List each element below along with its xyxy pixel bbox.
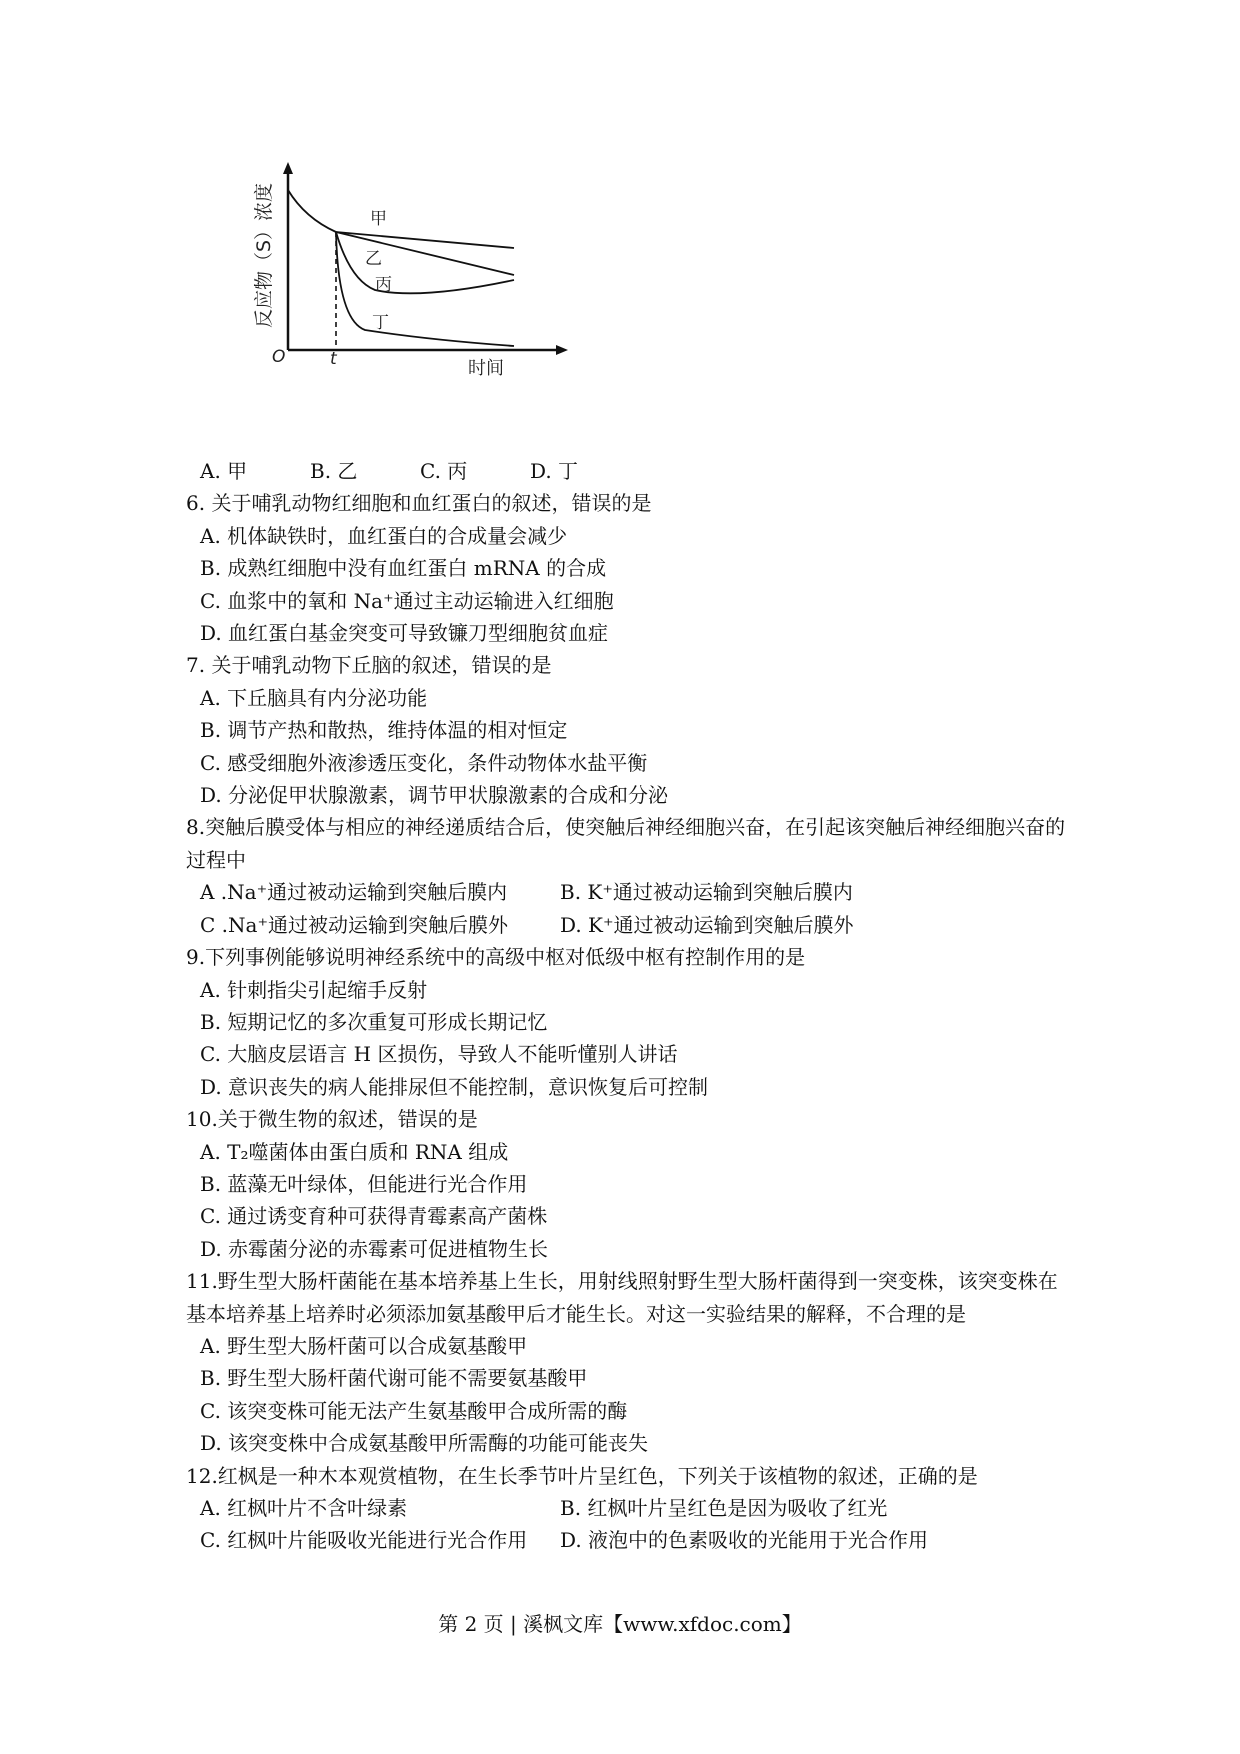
curve-label-yi: 乙 [365, 249, 382, 269]
origin-label: O [272, 347, 286, 367]
q10-option-a: A. T₂噬菌体由蛋白质和 RNA 组成 [200, 1139, 509, 1164]
q5-option-a: A. 甲 [200, 459, 248, 483]
q10-option-b: B. 蓝藻无叶绿体，但能进行光合作用 [200, 1171, 528, 1196]
q6-option-a: A. 机体缺铁时，血红蛋白的合成量会减少 [200, 523, 568, 548]
q11-option-c: C. 该突变株可能无法产生氨基酸甲合成所需的酶 [200, 1398, 628, 1423]
q12-option-b: B. 红枫叶片呈红色是因为吸收了红光 [560, 1496, 888, 1520]
y-axis-arrow [283, 162, 293, 174]
curve-label-jia: 甲 [370, 209, 387, 229]
reaction-curve-figure [253, 160, 660, 430]
q5-option-d: D. 丁 [530, 459, 579, 483]
q9-option-b: B. 短期记忆的多次重复可形成长期记忆 [200, 1009, 548, 1034]
q7-stem: 7. 关于哺乳动物下丘脑的叙述，错误的是 [186, 653, 552, 678]
q6-option-d: D. 血红蛋白基金突变可导致镰刀型细胞贫血症 [200, 621, 609, 646]
q7-option-d: D. 分泌促甲状腺激素，调节甲状腺激素的合成和分泌 [200, 783, 669, 808]
q12-stem: 12.红枫是一种木本观赏植物，在生长季节叶片呈红色，下列关于该植物的叙述，正确的是 [186, 1463, 978, 1488]
curve-jia [336, 232, 514, 248]
q6-option-b: B. 成熟红细胞中没有血红蛋白 mRNA 的合成 [200, 556, 607, 581]
q12-option-c: C. 红枫叶片能吸收光能进行光合作用 [200, 1528, 528, 1553]
page-footer: 第 2 页 | 溪枫文库【www.xfdoc.com】 [438, 1612, 802, 1636]
t-label: t [330, 349, 337, 369]
q6-stem: 6. 关于哺乳动物红细胞和血红蛋白的叙述，错误的是 [186, 491, 652, 516]
q9-option-d: D. 意识丧失的病人能排尿但不能控制，意识恢复后可控制 [200, 1074, 709, 1099]
q12-options-row-2 [186, 1524, 1076, 1556]
curve-yi [336, 232, 514, 275]
q7-option-c: C. 感受细胞外液渗透压变化，条件动物体水盐平衡 [200, 750, 648, 775]
q11-option-a: A. 野生型大肠杆菌可以合成氨基酸甲 [200, 1333, 528, 1358]
q5-options [186, 455, 1076, 487]
q7-option-a: A. 下丘脑具有内分泌功能 [200, 685, 428, 710]
q6-option-c: C. 血浆中的氧和 Na⁺通过主动运输进入红细胞 [200, 588, 614, 613]
q12-options-row-1 [186, 1492, 1076, 1524]
q9-stem: 9.下列事例能够说明神经系统中的高级中枢对低级中枢有控制作用的是 [186, 945, 806, 970]
q7-option-b: B. 调节产热和散热，维持体温的相对恒定 [200, 718, 568, 743]
y-axis-label: 反应物（S）浓度 [253, 182, 275, 328]
q12-option-a: A. 红枫叶片不含叶绿素 [200, 1496, 408, 1520]
q9-option-a: A. 针刺指尖引起缩手反射 [200, 977, 428, 1002]
initial-curve [288, 190, 336, 232]
curve-label-ding: 丁 [372, 313, 389, 333]
q8-option-c: C .Na⁺通过被动运输到突触后膜外 [200, 912, 508, 937]
q8-options-row-2 [186, 909, 1076, 941]
q8-option-d: D. K⁺通过被动运输到突触后膜外 [560, 912, 854, 937]
figure-svg [253, 160, 660, 430]
q9-option-c: C. 大脑皮层语言 H 区损伤，导致人不能听懂别人讲话 [200, 1042, 678, 1067]
x-axis-label: 时间 [468, 358, 504, 379]
q11-option-b: B. 野生型大肠杆菌代谢可能不需要氨基酸甲 [200, 1366, 588, 1391]
q10-option-c: C. 通过诱变育种可获得青霉素高产菌株 [200, 1204, 548, 1229]
q12-option-d: D. 液泡中的色素吸收的光能用于光合作用 [560, 1528, 929, 1553]
curve-bing [336, 232, 514, 293]
q11-option-d: D. 该突变株中合成氨基酸甲所需酶的功能可能丧失 [200, 1431, 649, 1456]
q8-option-a: A .Na⁺通过被动运输到突触后膜内 [200, 880, 508, 905]
q10-stem: 10.关于微生物的叙述，错误的是 [186, 1107, 478, 1132]
q11-stem: 11.野生型大肠杆菌能在基本培养基上生长，用射线照射野生型大肠杆菌得到一突变株，该突变株在基本培养基上培养时必须添加氨基酸甲后才能生长。对这一实验结果的解释，不合理的是 [186, 1269, 1058, 1326]
q10-option-d: D. 赤霉菌分泌的赤霉素可促进植物生长 [200, 1236, 549, 1261]
q5-option-c: C. 丙 [420, 459, 468, 483]
curve-label-bing: 丙 [375, 275, 392, 295]
q5-option-b: B. 乙 [310, 459, 358, 483]
q8-options-row-1 [186, 876, 1076, 908]
q8-stem: 8.突触后膜受体与相应的神经递质结合后，使突触后神经细胞兴奋，在引起该突触后神经细胞兴奋的过程中 [186, 815, 1066, 872]
question-content [186, 455, 1076, 1557]
q8-option-b: B. K⁺通过被动运输到突触后膜内 [560, 880, 853, 905]
x-axis-arrow [556, 345, 568, 355]
curve-ding [336, 232, 514, 346]
